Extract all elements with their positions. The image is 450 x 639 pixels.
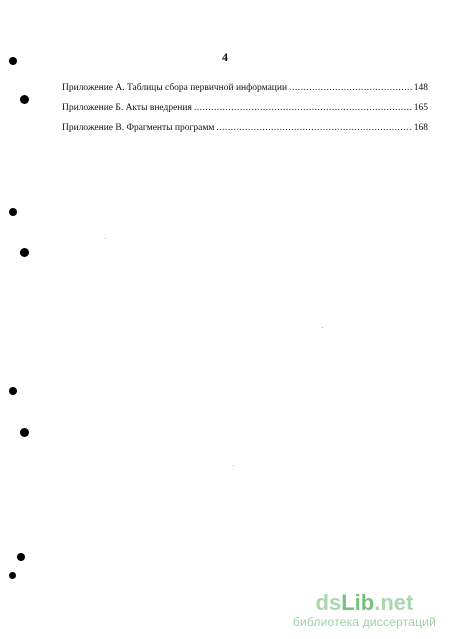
- toc-dot-leader: [194, 98, 412, 118]
- watermark-logo: dsLib.net: [315, 590, 414, 615]
- toc-entry-page: 168: [413, 123, 428, 133]
- toc-dot-leader: [216, 118, 411, 138]
- toc-entry: [62, 78, 428, 98]
- punch-hole: [9, 57, 17, 65]
- toc-entry: [62, 118, 428, 138]
- toc-entry: [62, 98, 428, 118]
- watermark: [293, 591, 436, 629]
- watermark-tagline: библиотека диссертаций: [292, 615, 436, 629]
- scan-speck: [233, 465, 234, 466]
- toc-entry-title: Приложение Б. Акты внедрения: [62, 103, 192, 113]
- punch-hole: [20, 95, 29, 104]
- toc-entry-page: 148: [413, 83, 428, 93]
- toc-entry-title: Приложение В. Фрагменты программ: [62, 123, 215, 133]
- punch-hole: [20, 428, 29, 437]
- punch-hole: [20, 248, 29, 257]
- toc-dot-leader: [289, 78, 412, 98]
- punch-hole: [9, 572, 16, 579]
- scan-speck: [322, 327, 323, 328]
- scan-speck: [105, 238, 106, 239]
- toc-entry-title: Приложение А. Таблицы сбора первичной информации: [62, 83, 288, 93]
- page-number: 4: [222, 50, 228, 64]
- punch-hole: [17, 553, 25, 561]
- punch-hole: [9, 208, 17, 216]
- toc-entry-page: 165: [413, 103, 428, 113]
- table-of-contents: [62, 78, 428, 138]
- punch-hole: [9, 387, 17, 395]
